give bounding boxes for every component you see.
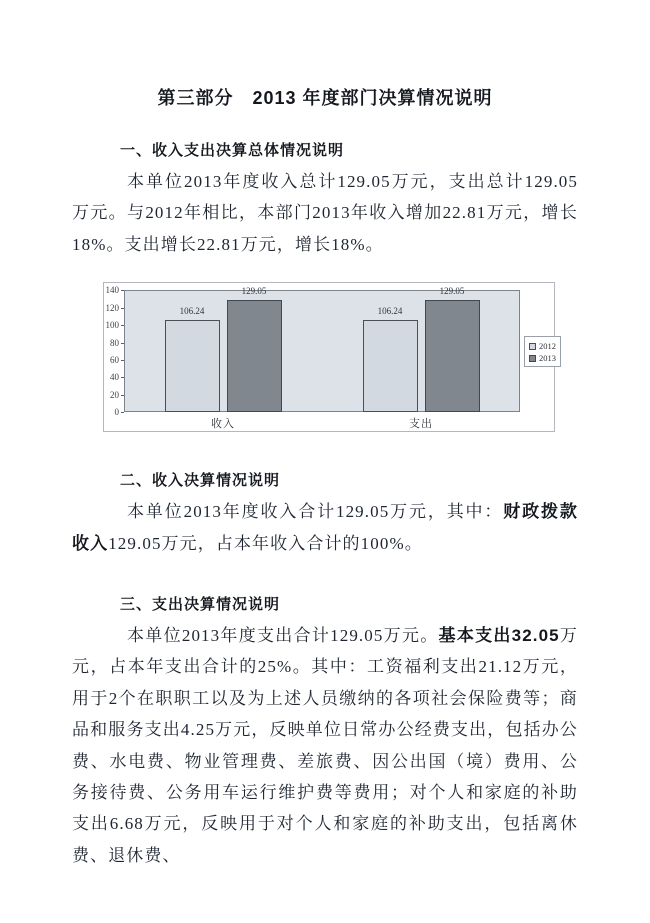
legend-item-2013 [529, 352, 556, 364]
budget-comparison-bar-chart [103, 282, 555, 432]
x-axis-category-label: 收入 [211, 418, 235, 431]
y-axis-tick-label: 100 [105, 320, 119, 331]
y-axis-tick-mark [121, 412, 124, 413]
bar-2012-支出 [363, 320, 418, 413]
y-axis-tick-label: 120 [105, 302, 119, 313]
legend-swatch-icon [529, 343, 536, 350]
bar-value-label: 129.05 [241, 285, 267, 296]
bar-value-label: 106.24 [377, 305, 403, 316]
text-segment: 本单位2013年度收入总计129.05万元，支出总计129.05万元。与2012年相比，本部门2013年收入增加22.81万元，增长18%。支出增长22.81万元，增长18%。 [72, 172, 578, 254]
section-3-paragraph [72, 620, 578, 871]
y-axis-tick-mark [121, 290, 124, 291]
text-segment: 本单位2013年度收入合计129.05万元，其中： [127, 502, 504, 522]
text-segment: 本单位2013年度支出合计129.05万元。 [127, 626, 439, 646]
y-axis-tick-mark [121, 343, 124, 344]
bold-text-segment: 财政拨款收入 [72, 502, 578, 553]
bold-text-segment: 基本支出32.05 [438, 626, 560, 646]
legend-label: 2012 [539, 341, 556, 352]
bar-2013-支出 [425, 300, 480, 412]
y-axis-tick-label: 0 [114, 407, 119, 418]
y-axis-tick-mark [121, 360, 124, 361]
bar-value-label: 106.24 [179, 305, 205, 316]
legend-swatch-icon [529, 355, 536, 362]
section-3-heading: 三、支出决算情况说明 [120, 596, 281, 614]
legend-label: 2013 [539, 353, 556, 364]
x-axis-category-label: 支出 [409, 418, 433, 431]
y-axis-tick-label: 20 [110, 389, 119, 400]
bar-2013-收入 [227, 300, 282, 412]
y-axis-tick-mark [121, 395, 124, 396]
y-axis-tick-label: 60 [110, 354, 119, 365]
y-axis-tick-mark [121, 325, 124, 326]
section-2-paragraph [72, 496, 578, 559]
section-2-heading: 二、收入决算情况说明 [120, 472, 281, 490]
text-segment: 129.05万元，占本年收入合计的100%。 [108, 533, 423, 553]
bar-value-label: 129.05 [439, 285, 465, 296]
y-axis-tick-label: 80 [110, 337, 119, 348]
chart-legend [524, 336, 561, 367]
section-1-paragraph [72, 166, 578, 260]
section-1-heading: 一、收入支出决算总体情况说明 [120, 142, 345, 159]
y-axis-tick-label: 40 [110, 372, 119, 383]
bar-2012-收入 [165, 320, 220, 413]
text-segment: 万元，占本年支出合计的25%。其中：工资福利支出21.12万元，用于2个在职职工以及为上述人员缴纳的各项社会保险费等；商品和服务支出4.25万元，反映单位日常办公经费支出，包括办公费、水电费、物业管理费、差旅费、因公出国（境）费用、公务接待费、公务用车运行维护费等费用；对个人和家庭的补助支出6.68万元，反映用于对个人和家庭的补助支出，包括离休费、退休费、 [72, 626, 579, 865]
y-axis-tick-mark [121, 377, 124, 378]
y-axis-tick-mark [121, 308, 124, 309]
y-axis-tick-label: 140 [105, 285, 119, 296]
page-title: 第三部分 2013 年度部门决算情况说明 [157, 88, 493, 108]
legend-item-2012 [529, 340, 556, 352]
